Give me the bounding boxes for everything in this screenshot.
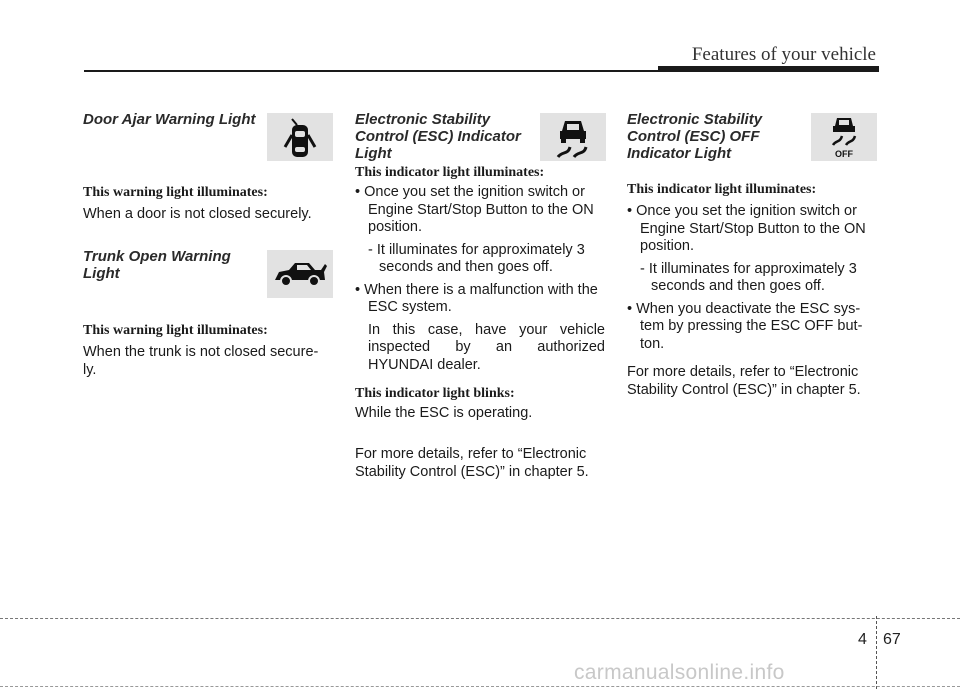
esc-more-block: For more details, refer to “Electronic Stability Control (ESC)” in chapter 5. xyxy=(355,446,589,480)
esc-indicator-heading: Electronic Stability Control (ESC) Indicator Light xyxy=(355,111,521,162)
trunk-open-icon xyxy=(267,250,333,298)
door-ajar-text-block: When a door is not closed securely. xyxy=(83,206,312,222)
trunk-lead-block: This warning light illuminates: xyxy=(83,323,268,338)
door-ajar-heading: Door Ajar Warning Light xyxy=(83,111,256,128)
door-ajar-lead-block: This warning light illuminates: xyxy=(83,185,268,200)
esc-blink-lead-block: This indicator light blinks: xyxy=(355,386,515,401)
esc-off-icon xyxy=(811,113,877,161)
trunk-text-block: When the trunk is not closed secure-ly. xyxy=(83,344,319,378)
esc-off-more-block: For more details, refer to “Electronic Stability Control (ESC)” in chapter 5. xyxy=(627,364,861,398)
door-ajar-icon xyxy=(267,113,333,161)
footer-dash-divider xyxy=(876,616,877,689)
page-number: 67 xyxy=(883,631,901,648)
esc-blink-text-block: While the ESC is operating. xyxy=(355,405,533,421)
esc-indicator-icon xyxy=(540,113,606,161)
esc-off-body: • Once you set the ignition switch or Engine Start/Stop Button to the ON position. - It illuminates for approximately 3 seconds and then goes off. • When you deactivate the ESC sys-tem by pressing the ESC OFF but-ton. xyxy=(627,203,866,352)
trunk-open-heading: Trunk Open Warning Light xyxy=(83,248,231,282)
esc-lead-block: This indicator light illuminates: xyxy=(355,165,545,180)
esc-off-lead-block: This indicator light illuminates: xyxy=(627,182,817,197)
section-header: Features of your vehicle xyxy=(691,44,876,65)
esc-off-icon-label: OFF xyxy=(835,149,853,159)
esc-body: • Once you set the ignition switch or Engine Start/Stop Button to the ON position. - It illuminates for approximately 3 seconds and then goes off. • When there is a malfunction with the ESC system. In this case, have your vehicle inspected by an authorized HYUNDAI dealer. xyxy=(355,184,605,373)
watermark: carmanualsonline.info xyxy=(574,661,785,684)
footer-dash-line xyxy=(0,618,960,619)
header-rule-accent xyxy=(658,66,879,72)
chapter-number: 4 xyxy=(858,631,867,648)
esc-off-heading: Electronic Stability Control (ESC) OFF Indicator Light xyxy=(627,111,763,162)
footer-bottom-dash xyxy=(0,686,960,687)
